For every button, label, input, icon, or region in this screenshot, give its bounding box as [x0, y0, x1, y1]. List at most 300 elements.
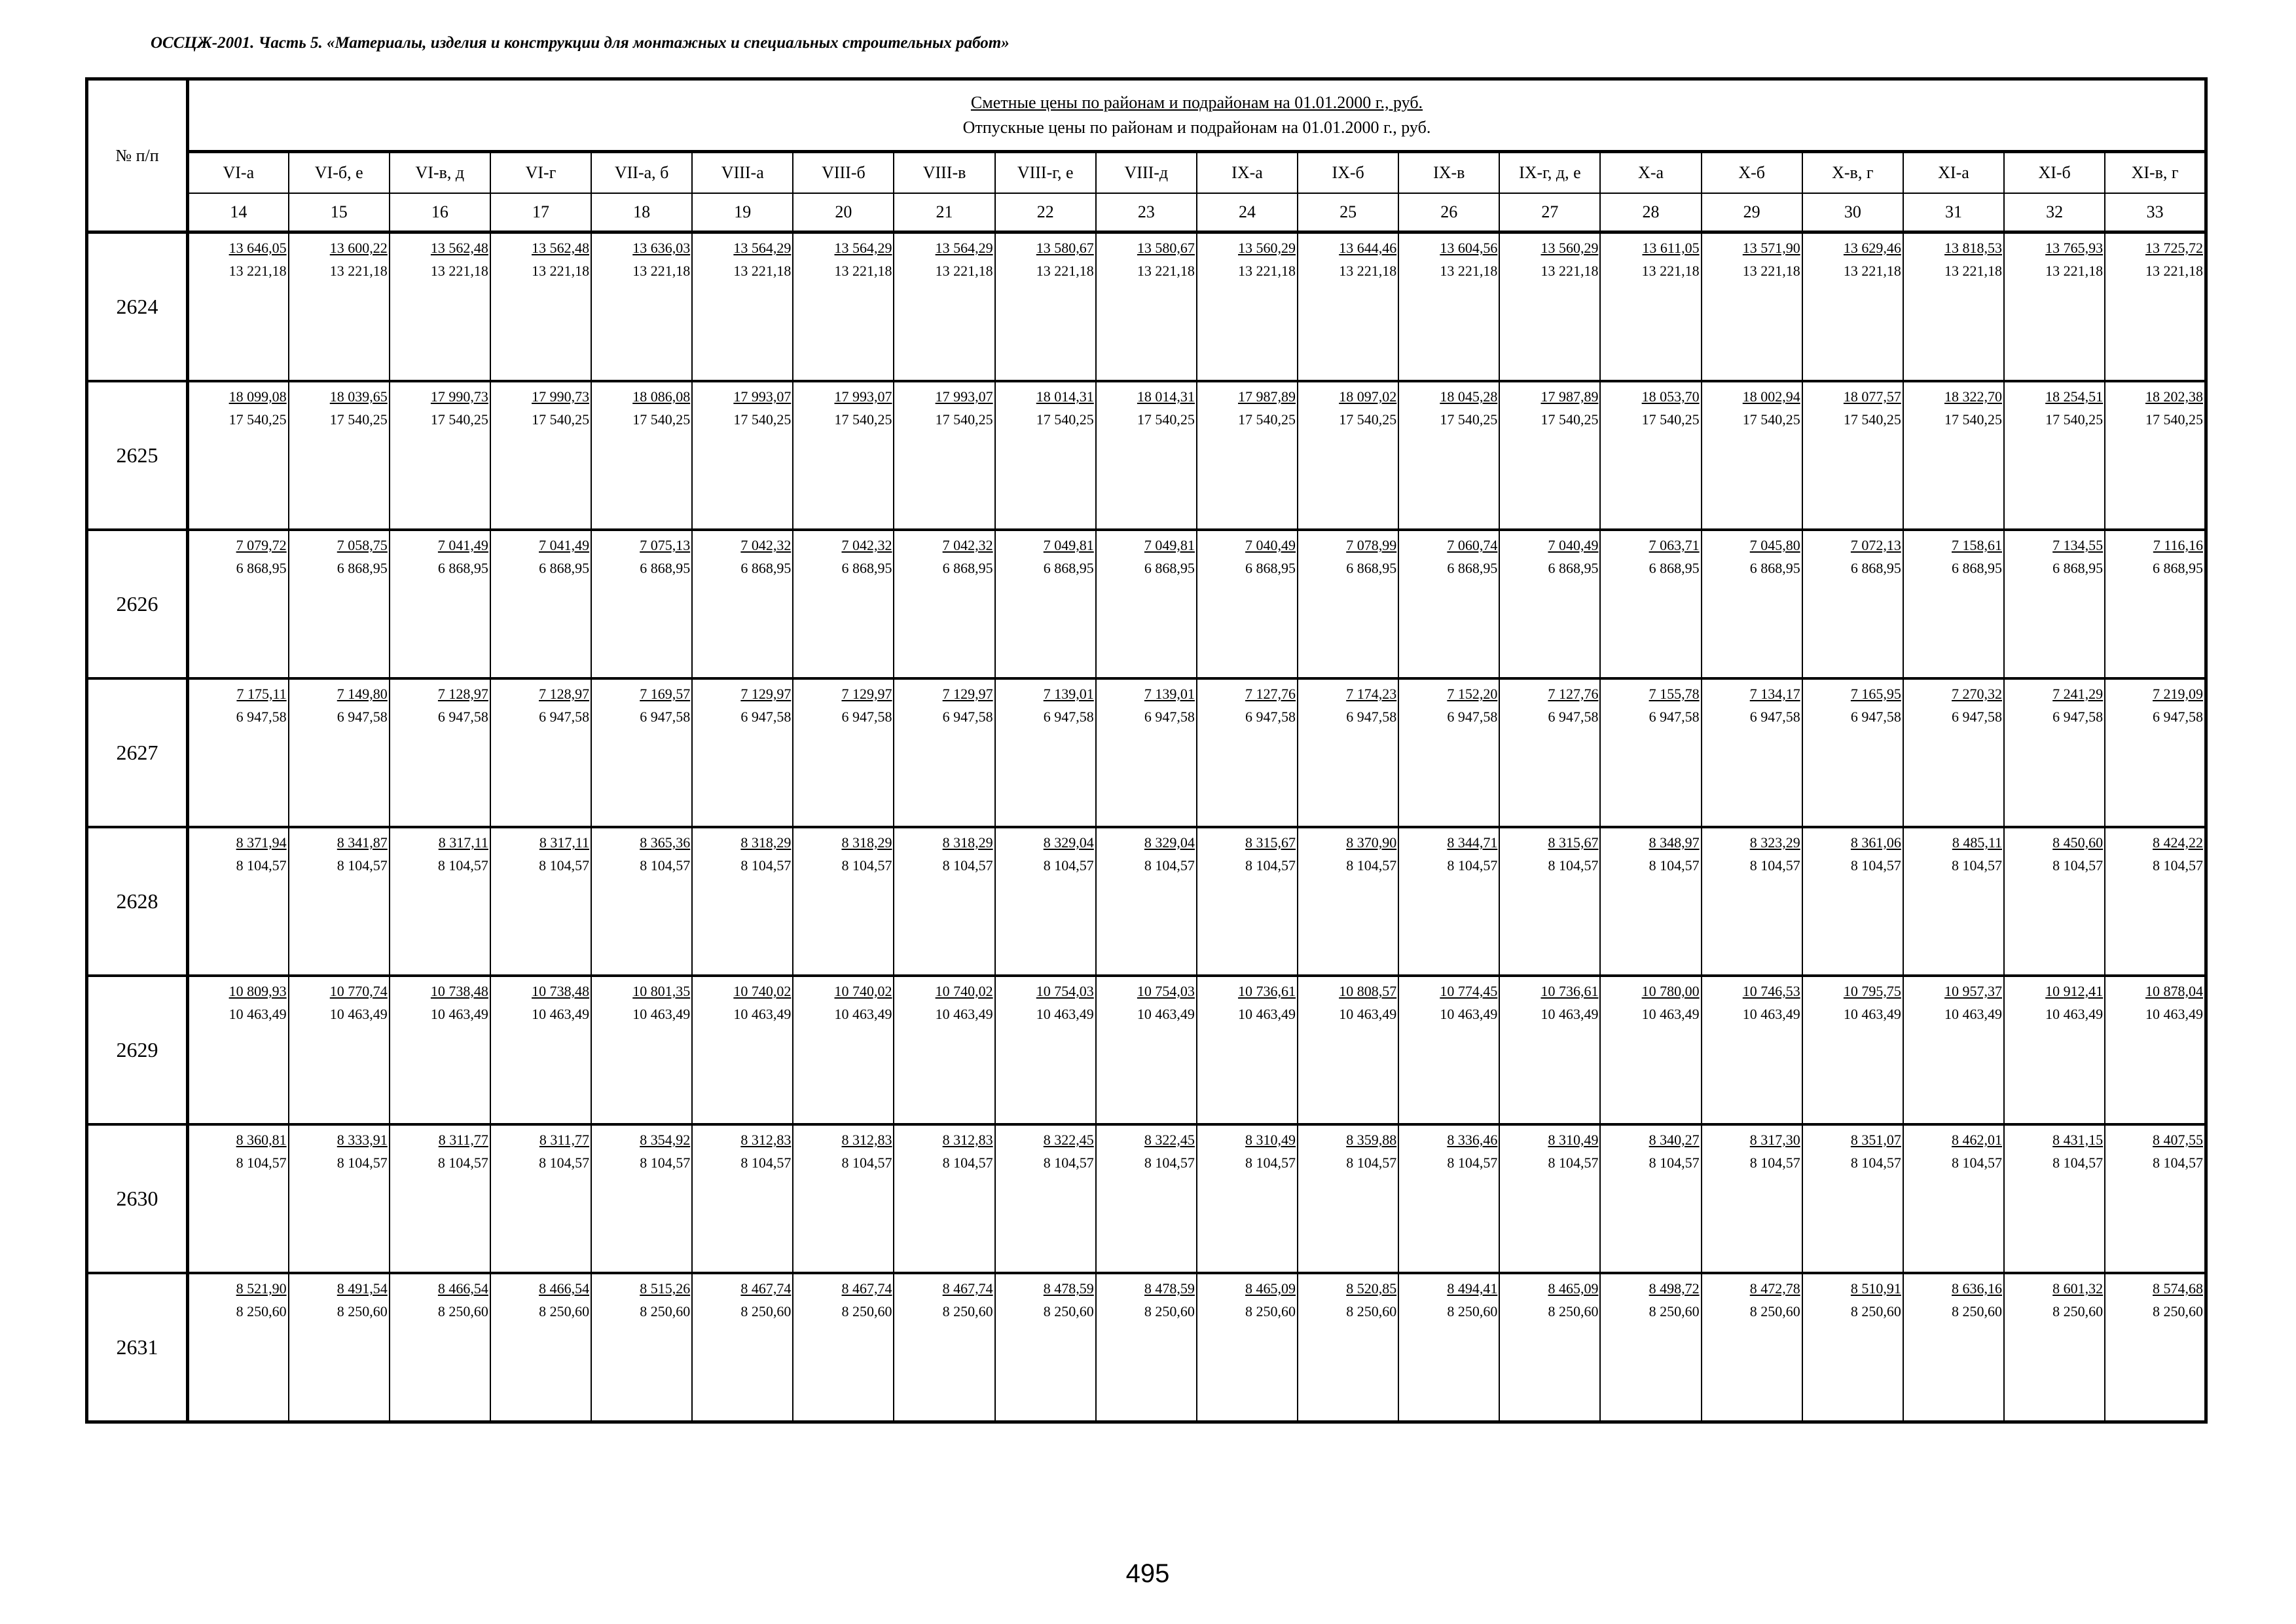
estimate-price: 8 315,67 — [1245, 834, 1296, 851]
price-cell — [2105, 381, 2206, 530]
estimate-price: 8 478,59 — [1043, 1280, 1094, 1297]
price-cell — [894, 381, 994, 530]
price-cell — [692, 678, 793, 827]
table-row — [87, 1273, 2206, 1422]
price-cell — [188, 1124, 289, 1273]
price-cell — [1903, 827, 2004, 976]
estimate-price: 18 002,94 — [1742, 388, 1800, 405]
column-index: 16 — [390, 193, 490, 232]
estimate-price: 18 077,57 — [1843, 388, 1901, 405]
release-price: 10 463,49 — [1742, 1006, 1800, 1022]
price-cell — [188, 530, 289, 678]
price-cell — [1197, 530, 1298, 678]
estimate-price: 10 878,04 — [2145, 983, 2203, 999]
estimate-price: 13 571,90 — [1742, 240, 1800, 256]
region-header: XI-в, г — [2105, 152, 2206, 194]
price-cell — [1398, 976, 1499, 1124]
table-row — [87, 232, 2206, 382]
release-price: 6 868,95 — [2052, 560, 2104, 576]
price-cell — [490, 1273, 591, 1422]
column-number-header: № п/п — [87, 79, 188, 232]
price-cell — [793, 530, 894, 678]
column-index: 29 — [1702, 193, 1802, 232]
release-price: 8 250,60 — [437, 1303, 488, 1320]
estimate-price: 7 270,32 — [1952, 686, 2003, 702]
release-price: 6 868,95 — [942, 560, 993, 576]
estimate-price: 10 912,41 — [2045, 983, 2104, 999]
estimate-price: 18 039,65 — [329, 388, 388, 405]
table-row — [87, 381, 2206, 530]
estimate-price: 8 340,27 — [1649, 1132, 1700, 1148]
release-price: 6 868,95 — [337, 560, 388, 576]
release-price: 8 250,60 — [1850, 1303, 1901, 1320]
release-price: 6 868,95 — [1043, 560, 1094, 576]
estimate-price: 10 740,02 — [834, 983, 892, 999]
estimate-price: 8 485,11 — [1952, 834, 2003, 851]
price-cell — [289, 976, 390, 1124]
price-cell — [1802, 232, 1903, 382]
release-price: 8 250,60 — [1447, 1303, 1498, 1320]
release-price: 6 947,58 — [539, 709, 590, 725]
release-price: 6 947,58 — [337, 709, 388, 725]
price-cell — [1702, 381, 1802, 530]
estimate-price: 8 491,54 — [337, 1280, 388, 1297]
price-cell — [289, 827, 390, 976]
release-price: 6 947,58 — [2153, 709, 2203, 725]
price-cell — [390, 530, 490, 678]
estimate-price: 7 129,97 — [942, 686, 993, 702]
estimate-price: 13 765,93 — [2045, 240, 2104, 256]
region-header: VI-г — [490, 152, 591, 194]
release-price: 17 540,25 — [1137, 411, 1195, 428]
price-cell — [1398, 1273, 1499, 1422]
price-cell — [692, 1124, 793, 1273]
release-price: 8 250,60 — [640, 1303, 691, 1320]
column-index: 27 — [1499, 193, 1600, 232]
table-row — [87, 678, 2206, 827]
release-price: 13 221,18 — [1036, 263, 1094, 279]
estimate-price: 8 310,49 — [1245, 1132, 1296, 1148]
release-price: 8 104,57 — [1850, 857, 1901, 874]
price-cell — [2105, 976, 2206, 1124]
estimate-price: 7 072,13 — [1850, 537, 1901, 553]
release-price: 17 540,25 — [1641, 411, 1700, 428]
estimate-price: 7 042,32 — [841, 537, 892, 553]
estimate-price: 8 318,29 — [740, 834, 792, 851]
release-price: 13 221,18 — [1742, 263, 1800, 279]
estimate-price: 7 139,01 — [1043, 686, 1094, 702]
region-header: VIII-г, е — [995, 152, 1096, 194]
estimate-price: 13 644,46 — [1339, 240, 1397, 256]
release-price: 17 540,25 — [733, 411, 792, 428]
estimate-price: 8 466,54 — [539, 1280, 590, 1297]
release-price: 10 463,49 — [834, 1006, 892, 1022]
price-cell — [1802, 827, 1903, 976]
estimate-price: 17 987,89 — [1238, 388, 1296, 405]
estimate-price: 8 317,11 — [539, 834, 590, 851]
price-cell — [995, 1124, 1096, 1273]
estimate-price: 18 322,70 — [1944, 388, 2003, 405]
estimate-price: 8 315,67 — [1548, 834, 1599, 851]
price-cell — [1298, 827, 1398, 976]
release-price: 6 947,58 — [2052, 709, 2104, 725]
price-cell — [490, 232, 591, 382]
release-price: 8 104,57 — [337, 1154, 388, 1171]
column-index: 21 — [894, 193, 994, 232]
table-row — [87, 1124, 2206, 1273]
estimate-price: 18 045,28 — [1440, 388, 1498, 405]
region-header: IX-в — [1398, 152, 1499, 194]
price-cell — [1499, 678, 1600, 827]
release-price: 17 540,25 — [532, 411, 590, 428]
release-price: 8 104,57 — [1245, 1154, 1296, 1171]
estimate-price: 8 450,60 — [2052, 834, 2104, 851]
release-price: 17 540,25 — [2145, 411, 2203, 428]
estimate-price: 7 128,97 — [539, 686, 590, 702]
release-price: 13 221,18 — [1540, 263, 1599, 279]
release-price: 6 947,58 — [1447, 709, 1498, 725]
price-cell — [1096, 827, 1197, 976]
price-cell — [692, 976, 793, 1124]
price-cell — [1702, 1124, 1802, 1273]
release-price: 10 463,49 — [1137, 1006, 1195, 1022]
price-cell — [390, 976, 490, 1124]
release-price: 6 868,95 — [236, 560, 287, 576]
release-price: 17 540,25 — [1440, 411, 1498, 428]
release-price: 8 104,57 — [640, 857, 691, 874]
price-table — [85, 77, 2208, 1424]
estimate-price: 7 063,71 — [1649, 537, 1700, 553]
price-cell — [390, 1124, 490, 1273]
estimate-price: 7 155,78 — [1649, 686, 1700, 702]
release-price: 6 868,95 — [1346, 560, 1397, 576]
price-cell — [188, 827, 289, 976]
price-cell — [2105, 232, 2206, 382]
price-cell — [188, 678, 289, 827]
estimate-price: 10 736,61 — [1238, 983, 1296, 999]
release-price: 8 104,57 — [841, 1154, 892, 1171]
column-index: 14 — [188, 193, 289, 232]
region-header: X-а — [1600, 152, 1701, 194]
estimate-price: 8 574,68 — [2153, 1280, 2203, 1297]
release-price: 6 868,95 — [1649, 560, 1700, 576]
estimate-price: 10 780,00 — [1641, 983, 1700, 999]
price-cell — [490, 827, 591, 976]
column-index: 20 — [793, 193, 894, 232]
price-cell — [1197, 1124, 1298, 1273]
estimate-price: 18 014,31 — [1036, 388, 1094, 405]
estimate-price: 8 312,83 — [942, 1132, 993, 1148]
release-price: 8 104,57 — [740, 857, 792, 874]
price-cell — [793, 827, 894, 976]
estimate-price: 13 562,48 — [532, 240, 590, 256]
release-price-caption: Отпускные цены по районам и подрайонам на 01.01.2000 г., руб. — [962, 118, 1431, 137]
document-title: ОССЦЖ-2001. Часть 5. «Материалы, изделия и конструкции для монтажных и специальных строительных работ» — [151, 34, 1010, 52]
estimate-price: 7 127,76 — [1245, 686, 1296, 702]
release-price: 6 947,58 — [1346, 709, 1397, 725]
estimate-price: 8 431,15 — [2052, 1132, 2104, 1148]
release-price: 6 947,58 — [1144, 709, 1195, 725]
price-cell — [1499, 1124, 1600, 1273]
price-cell — [1298, 232, 1398, 382]
region-header: X-б — [1702, 152, 1802, 194]
estimate-price: 13 725,72 — [2145, 240, 2203, 256]
price-cell — [1398, 827, 1499, 976]
estimate-price: 13 611,05 — [1642, 240, 1700, 256]
column-index: 15 — [289, 193, 390, 232]
region-header: XI-б — [2004, 152, 2105, 194]
row-number: 2631 — [87, 1273, 188, 1422]
release-price: 8 250,60 — [1043, 1303, 1094, 1320]
row-number: 2627 — [87, 678, 188, 827]
release-price: 10 463,49 — [532, 1006, 590, 1022]
release-price: 8 104,57 — [2153, 857, 2203, 874]
price-cell — [2004, 381, 2105, 530]
estimate-price: 7 134,55 — [2052, 537, 2104, 553]
estimate-price: 7 175,11 — [236, 686, 287, 702]
price-cell — [289, 1273, 390, 1422]
estimate-price: 10 736,61 — [1540, 983, 1599, 999]
table-row — [87, 827, 2206, 976]
release-price: 6 868,95 — [1144, 560, 1195, 576]
release-price: 8 104,57 — [640, 1154, 691, 1171]
release-price: 6 947,58 — [942, 709, 993, 725]
price-cell — [793, 381, 894, 530]
release-price: 6 947,58 — [437, 709, 488, 725]
region-header: VI-а — [188, 152, 289, 194]
estimate-price: 7 127,76 — [1548, 686, 1599, 702]
region-header: X-в, г — [1802, 152, 1903, 194]
price-cell — [1600, 381, 1701, 530]
estimate-price: 13 580,67 — [1137, 240, 1195, 256]
price-cell — [1600, 232, 1701, 382]
price-cell — [1398, 232, 1499, 382]
price-cell — [692, 827, 793, 976]
estimate-price: 18 254,51 — [2045, 388, 2104, 405]
release-price: 10 463,49 — [2145, 1006, 2203, 1022]
price-cell — [2004, 678, 2105, 827]
price-cell — [1298, 1124, 1398, 1273]
estimate-price: 7 049,81 — [1043, 537, 1094, 553]
price-cell — [1600, 1273, 1701, 1422]
price-cell — [1298, 381, 1398, 530]
release-price: 13 221,18 — [834, 263, 892, 279]
estimate-price: 8 465,09 — [1245, 1280, 1296, 1297]
price-cell — [188, 381, 289, 530]
release-price: 8 104,57 — [2052, 857, 2104, 874]
table-header — [87, 79, 2206, 232]
price-cell — [1600, 827, 1701, 976]
release-price: 6 868,95 — [740, 560, 792, 576]
estimate-price: 7 129,97 — [841, 686, 892, 702]
release-price: 13 221,18 — [1339, 263, 1397, 279]
release-price: 17 540,25 — [1238, 411, 1296, 428]
estimate-price: 10 738,48 — [532, 983, 590, 999]
row-number: 2630 — [87, 1124, 188, 1273]
release-price: 8 250,60 — [1346, 1303, 1397, 1320]
release-price: 8 250,60 — [337, 1303, 388, 1320]
release-price: 8 250,60 — [1548, 1303, 1599, 1320]
estimate-price: 13 580,67 — [1036, 240, 1094, 256]
estimate-price: 17 987,89 — [1540, 388, 1599, 405]
estimate-price: 8 317,11 — [438, 834, 488, 851]
price-cell — [1802, 976, 1903, 1124]
price-cell — [793, 232, 894, 382]
release-price: 13 221,18 — [430, 263, 488, 279]
estimate-price: 10 808,57 — [1339, 983, 1397, 999]
price-cell — [1499, 232, 1600, 382]
release-price: 13 221,18 — [1641, 263, 1700, 279]
estimate-price: 18 099,08 — [228, 388, 287, 405]
release-price: 8 104,57 — [1952, 857, 2003, 874]
release-price: 8 250,60 — [1952, 1303, 2003, 1320]
release-price: 8 104,57 — [942, 1154, 993, 1171]
estimate-price: 7 049,81 — [1144, 537, 1195, 553]
release-price: 8 104,57 — [1548, 1154, 1599, 1171]
estimate-price: 8 365,36 — [640, 834, 691, 851]
release-price: 8 250,60 — [236, 1303, 287, 1320]
release-price: 8 250,60 — [2153, 1303, 2203, 1320]
price-cell — [591, 1124, 692, 1273]
release-price: 13 221,18 — [733, 263, 792, 279]
price-cell — [289, 381, 390, 530]
region-header: VIII-д — [1096, 152, 1197, 194]
estimate-price: 10 795,75 — [1843, 983, 1901, 999]
estimate-price: 7 165,95 — [1850, 686, 1901, 702]
estimate-price: 8 322,45 — [1043, 1132, 1094, 1148]
estimate-price: 8 636,16 — [1952, 1280, 2003, 1297]
estimate-price: 8 515,26 — [640, 1280, 691, 1297]
price-cell — [692, 381, 793, 530]
price-cell — [490, 678, 591, 827]
price-cell — [1499, 530, 1600, 678]
estimate-price: 18 014,31 — [1137, 388, 1195, 405]
price-cell — [995, 976, 1096, 1124]
estimate-price: 13 646,05 — [228, 240, 287, 256]
price-cell — [894, 1273, 994, 1422]
estimate-price: 7 075,13 — [640, 537, 691, 553]
release-price: 13 221,18 — [532, 263, 590, 279]
estimate-price: 7 042,32 — [740, 537, 792, 553]
release-price: 8 250,60 — [740, 1303, 792, 1320]
price-cell — [1802, 530, 1903, 678]
price-cell — [793, 678, 894, 827]
estimate-price: 8 333,91 — [337, 1132, 388, 1148]
release-price: 6 868,95 — [2153, 560, 2203, 576]
estimate-price: 8 465,09 — [1548, 1280, 1599, 1297]
release-price: 6 868,95 — [640, 560, 691, 576]
release-price: 6 947,58 — [1749, 709, 1800, 725]
estimate-price: 13 600,22 — [329, 240, 388, 256]
release-price: 10 463,49 — [1339, 1006, 1397, 1022]
estimate-price: 8 348,97 — [1649, 834, 1700, 851]
table-row — [87, 530, 2206, 678]
price-cell — [1298, 1273, 1398, 1422]
price-cell — [1702, 530, 1802, 678]
price-cell — [390, 678, 490, 827]
release-price: 17 540,25 — [430, 411, 488, 428]
release-price: 13 221,18 — [1440, 263, 1498, 279]
release-price: 8 104,57 — [337, 857, 388, 874]
release-price: 8 104,57 — [1144, 1154, 1195, 1171]
price-cell — [591, 530, 692, 678]
estimate-price: 18 202,38 — [2145, 388, 2203, 405]
release-price: 10 463,49 — [935, 1006, 993, 1022]
release-price: 8 104,57 — [1447, 1154, 1498, 1171]
release-price: 6 947,58 — [1245, 709, 1296, 725]
release-price: 8 104,57 — [1043, 857, 1094, 874]
price-cell — [289, 530, 390, 678]
release-price: 8 104,57 — [1043, 1154, 1094, 1171]
estimate-price: 7 152,20 — [1447, 686, 1498, 702]
column-index: 26 — [1398, 193, 1499, 232]
price-cell — [1702, 976, 1802, 1124]
estimate-price: 7 058,75 — [337, 537, 388, 553]
price-cell — [1096, 1124, 1197, 1273]
estimate-price: 8 478,59 — [1144, 1280, 1195, 1297]
price-cell — [1197, 827, 1298, 976]
estimate-price: 10 754,03 — [1036, 983, 1094, 999]
release-price: 13 221,18 — [2045, 263, 2104, 279]
price-cell — [490, 976, 591, 1124]
price-cell — [390, 1273, 490, 1422]
price-cell — [1298, 530, 1398, 678]
estimate-price: 13 818,53 — [1944, 240, 2003, 256]
estimate-price: 8 310,49 — [1548, 1132, 1599, 1148]
price-cell — [289, 232, 390, 382]
region-header: VI-б, е — [289, 152, 390, 194]
price-cell — [2105, 678, 2206, 827]
estimate-price: 10 774,45 — [1440, 983, 1498, 999]
price-cell — [2105, 530, 2206, 678]
release-price: 17 540,25 — [1036, 411, 1094, 428]
price-cell — [1197, 1273, 1298, 1422]
column-index: 23 — [1096, 193, 1197, 232]
estimate-price: 8 311,77 — [438, 1132, 488, 1148]
estimate-price: 8 371,94 — [236, 834, 287, 851]
price-cell — [995, 232, 1096, 382]
price-cell — [1499, 381, 1600, 530]
region-header: VII-а, б — [591, 152, 692, 194]
estimate-price: 7 149,80 — [337, 686, 388, 702]
release-price: 13 221,18 — [1843, 263, 1901, 279]
release-price: 8 104,57 — [1749, 1154, 1800, 1171]
estimate-price: 8 329,04 — [1043, 834, 1094, 851]
price-cell — [390, 232, 490, 382]
price-cell — [1096, 1273, 1197, 1422]
estimate-price: 13 564,29 — [935, 240, 993, 256]
estimate-price: 8 318,29 — [942, 834, 993, 851]
price-cell — [591, 1273, 692, 1422]
estimate-price: 13 560,29 — [1540, 240, 1599, 256]
release-price: 6 868,95 — [841, 560, 892, 576]
price-cell — [1298, 976, 1398, 1124]
release-price: 17 540,25 — [632, 411, 691, 428]
release-price: 6 868,95 — [539, 560, 590, 576]
row-number: 2629 — [87, 976, 188, 1124]
estimate-price: 8 360,81 — [236, 1132, 287, 1148]
release-price: 10 463,49 — [733, 1006, 792, 1022]
column-index: 25 — [1298, 193, 1398, 232]
release-price: 8 104,57 — [539, 857, 590, 874]
release-price: 13 221,18 — [329, 263, 388, 279]
estimate-price: 8 341,87 — [337, 834, 388, 851]
release-price: 13 221,18 — [2145, 263, 2203, 279]
estimate-price: 8 318,29 — [841, 834, 892, 851]
release-price: 8 104,57 — [437, 857, 488, 874]
price-cell — [188, 232, 289, 382]
column-index: 17 — [490, 193, 591, 232]
